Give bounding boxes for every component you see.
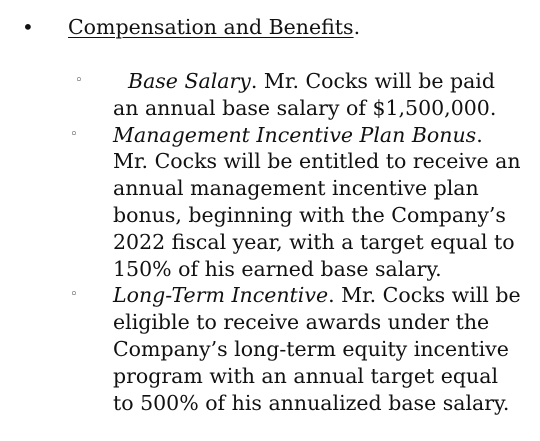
sub-bullet: ◦ <box>70 287 78 303</box>
list-item-text <box>113 122 523 283</box>
term-long-term-incentive: Long-Term Incentive <box>113 283 329 308</box>
section-heading-text: Compensation and Benefits <box>68 15 354 39</box>
list-item-long-term-incentive <box>0 282 523 416</box>
list-item-text <box>113 68 523 122</box>
benefits-list <box>0 68 540 416</box>
section-heading <box>68 14 360 41</box>
term-management-bonus: Management Incentive Plan Bonus <box>113 122 477 147</box>
section-bullet: • <box>22 15 34 39</box>
body-base-salary: . Mr. Cocks will be paid an annual base salary of $1,500,000. <box>113 69 497 120</box>
sub-bullet: ◦ <box>75 73 83 88</box>
term-base-salary: Base Salary <box>128 69 251 93</box>
sub-bullet: ◦ <box>70 126 78 142</box>
body-management-bonus: . Mr. Cocks will be entitled to receive an annual management incentive plan bonus, beginning with the Company’s 2022 fiscal year, with a target equal to 150% of his earned base salary. <box>113 122 521 281</box>
list-item-text <box>113 282 523 416</box>
body-long-term-incentive: . Mr. Cocks will be eligible to receive awards under the Company’s long-term equity incentive program with an annual target equal to 500% of his annualized base salary. <box>113 283 521 415</box>
section-heading-punctuation: . <box>353 15 361 39</box>
list-item-base-salary <box>0 68 523 122</box>
list-item-management-bonus <box>0 122 523 283</box>
